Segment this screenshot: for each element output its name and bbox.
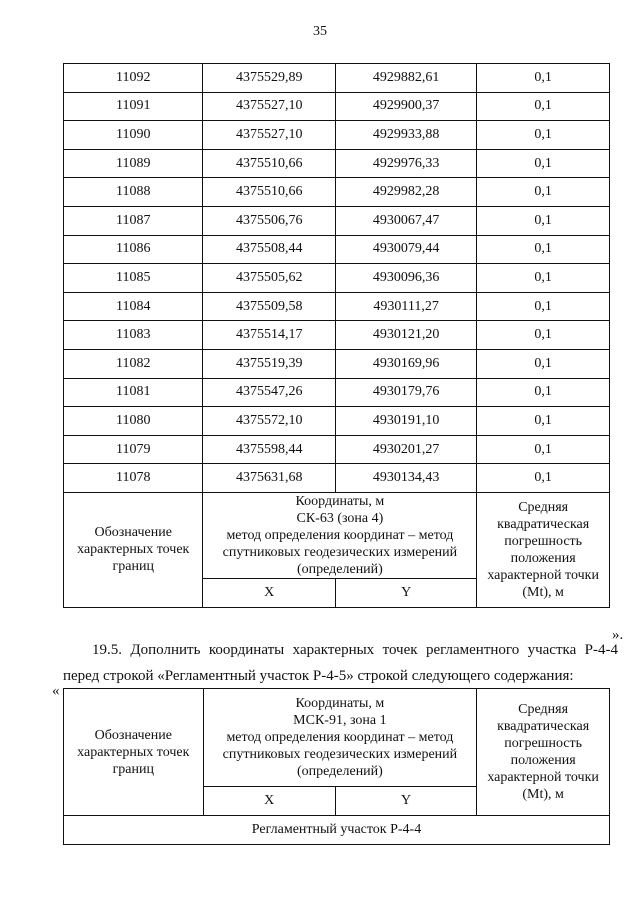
table-row (64, 178, 610, 207)
x-coordinate-cell: 4375510,66 (203, 178, 335, 207)
error-cell: 0,1 (477, 121, 610, 150)
point-number-cell: 11081 (64, 378, 203, 407)
paragraph-line-1: 19.5. Дополнить координаты характерных точек регламентного участка Р-4-4 (92, 642, 618, 658)
point-number-cell: 11087 (64, 206, 203, 235)
y-coordinate-cell: 4930134,43 (335, 464, 476, 493)
coordinates-table-header (64, 492, 610, 607)
y-coordinate-cell: 4929982,28 (335, 178, 476, 207)
point-number-cell: 11083 (64, 321, 203, 350)
y-header: Y (335, 578, 476, 607)
error-cell: 0,1 (477, 407, 610, 436)
y-coordinate-cell: 4930191,10 (335, 407, 476, 436)
coordinates-title: Координаты, м (295, 695, 385, 711)
point-number-cell: 11080 (64, 407, 203, 436)
y-coordinate-cell: 4929933,88 (335, 121, 476, 150)
error-cell: 0,1 (477, 178, 610, 207)
coordinate-system: МСК-91, зона 1 (293, 712, 387, 728)
paragraph-line-2: перед строкой «Регламентный участок Р-4-5» строкой следующего содержания: (63, 668, 574, 684)
coordinate-system: СК-63 (зона 4) (296, 510, 384, 526)
table-row (64, 407, 610, 436)
point-number-cell: 11089 (64, 149, 203, 178)
coordinates-header (203, 689, 477, 787)
x-coordinate-cell: 4375514,17 (203, 321, 335, 350)
table-row (64, 321, 610, 350)
x-coordinate-cell: 4375527,10 (203, 121, 335, 150)
y-coordinate-cell: 4930169,96 (335, 349, 476, 378)
x-coordinate-cell: 4375505,62 (203, 264, 335, 293)
coordinates-table-sk63 (63, 63, 610, 608)
coordinates-title: Координаты, м (295, 493, 385, 509)
error-cell: 0,1 (477, 235, 610, 264)
error-cell: 0,1 (477, 378, 610, 407)
error-cell: 0,1 (477, 149, 610, 178)
x-coordinate-cell: 4375631,68 (203, 464, 335, 493)
point-number-cell: 11091 (64, 92, 203, 121)
table-row (64, 121, 610, 150)
y-coordinate-cell: 4930179,76 (335, 378, 476, 407)
error-cell: 0,1 (477, 464, 610, 493)
point-number-cell: 11090 (64, 121, 203, 150)
method-description: метод определения координат – метод спутниковых геодезических измерений (определений) (222, 527, 458, 577)
error-cell: 0,1 (477, 264, 610, 293)
table-row (64, 435, 610, 464)
y-coordinate-cell: 4930121,20 (335, 321, 476, 350)
point-number-cell: 11088 (64, 178, 203, 207)
error-cell: 0,1 (477, 349, 610, 378)
y-coordinate-cell: 4930111,27 (335, 292, 476, 321)
x-coordinate-cell: 4375529,89 (203, 64, 335, 93)
y-coordinate-cell: 4930201,27 (335, 435, 476, 464)
table-row (64, 206, 610, 235)
x-coordinate-cell: 4375509,58 (203, 292, 335, 321)
y-coordinate-cell: 4930079,44 (335, 235, 476, 264)
opening-quote: « (52, 683, 60, 699)
designation-header: Обозначение характерных точек границ (64, 689, 204, 816)
x-coordinate-cell: 4375506,76 (203, 206, 335, 235)
error-header: Средняя квадратическая погрешность положения характерной точки (Mt), м (477, 689, 610, 816)
table-row (64, 292, 610, 321)
table-row (64, 464, 610, 493)
x-coordinate-cell: 4375598,44 (203, 435, 335, 464)
table-row (64, 149, 610, 178)
x-coordinate-cell: 4375572,10 (203, 407, 335, 436)
point-number-cell: 11085 (64, 264, 203, 293)
method-description: метод определения координат – метод спутниковых геодезических измерений (определений) (222, 729, 458, 779)
table-row (64, 235, 610, 264)
table-row (64, 92, 610, 121)
msk91-table-header (64, 689, 610, 845)
point-number-cell: 11082 (64, 349, 203, 378)
x-coordinate-cell: 4375508,44 (203, 235, 335, 264)
y-coordinate-cell: 4929882,61 (335, 64, 476, 93)
table-row (64, 264, 610, 293)
error-cell: 0,1 (477, 321, 610, 350)
x-header: X (203, 786, 335, 815)
x-coordinate-cell: 4375527,10 (203, 92, 335, 121)
error-cell: 0,1 (477, 435, 610, 464)
error-cell: 0,1 (477, 64, 610, 93)
coordinates-table-body (64, 64, 610, 493)
y-coordinate-cell: 4930067,47 (335, 206, 476, 235)
y-header: Y (335, 786, 476, 815)
error-cell: 0,1 (477, 92, 610, 121)
closing-quote: ». (612, 627, 624, 643)
coordinates-header (203, 492, 477, 578)
table-row (64, 64, 610, 93)
point-number-cell: 11092 (64, 64, 203, 93)
x-coordinate-cell: 4375547,26 (203, 378, 335, 407)
point-number-cell: 11078 (64, 464, 203, 493)
point-number-cell: 11086 (64, 235, 203, 264)
x-header: X (203, 578, 335, 607)
error-header: Средняя квадратическая погрешность положения характерной точки (Mt), м (477, 492, 610, 607)
section-label-row: Регламентный участок Р-4-4 (64, 816, 610, 845)
error-cell: 0,1 (477, 206, 610, 235)
error-cell: 0,1 (477, 292, 610, 321)
point-number-cell: 11079 (64, 435, 203, 464)
table-row (64, 349, 610, 378)
point-number-cell: 11084 (64, 292, 203, 321)
y-coordinate-cell: 4929900,37 (335, 92, 476, 121)
y-coordinate-cell: 4929976,33 (335, 149, 476, 178)
y-coordinate-cell: 4930096,36 (335, 264, 476, 293)
designation-header: Обозначение характерных точек границ (64, 492, 203, 607)
coordinates-table-msk91 (63, 688, 610, 845)
page-number: 35 (313, 24, 327, 39)
x-coordinate-cell: 4375510,66 (203, 149, 335, 178)
table-row (64, 378, 610, 407)
x-coordinate-cell: 4375519,39 (203, 349, 335, 378)
